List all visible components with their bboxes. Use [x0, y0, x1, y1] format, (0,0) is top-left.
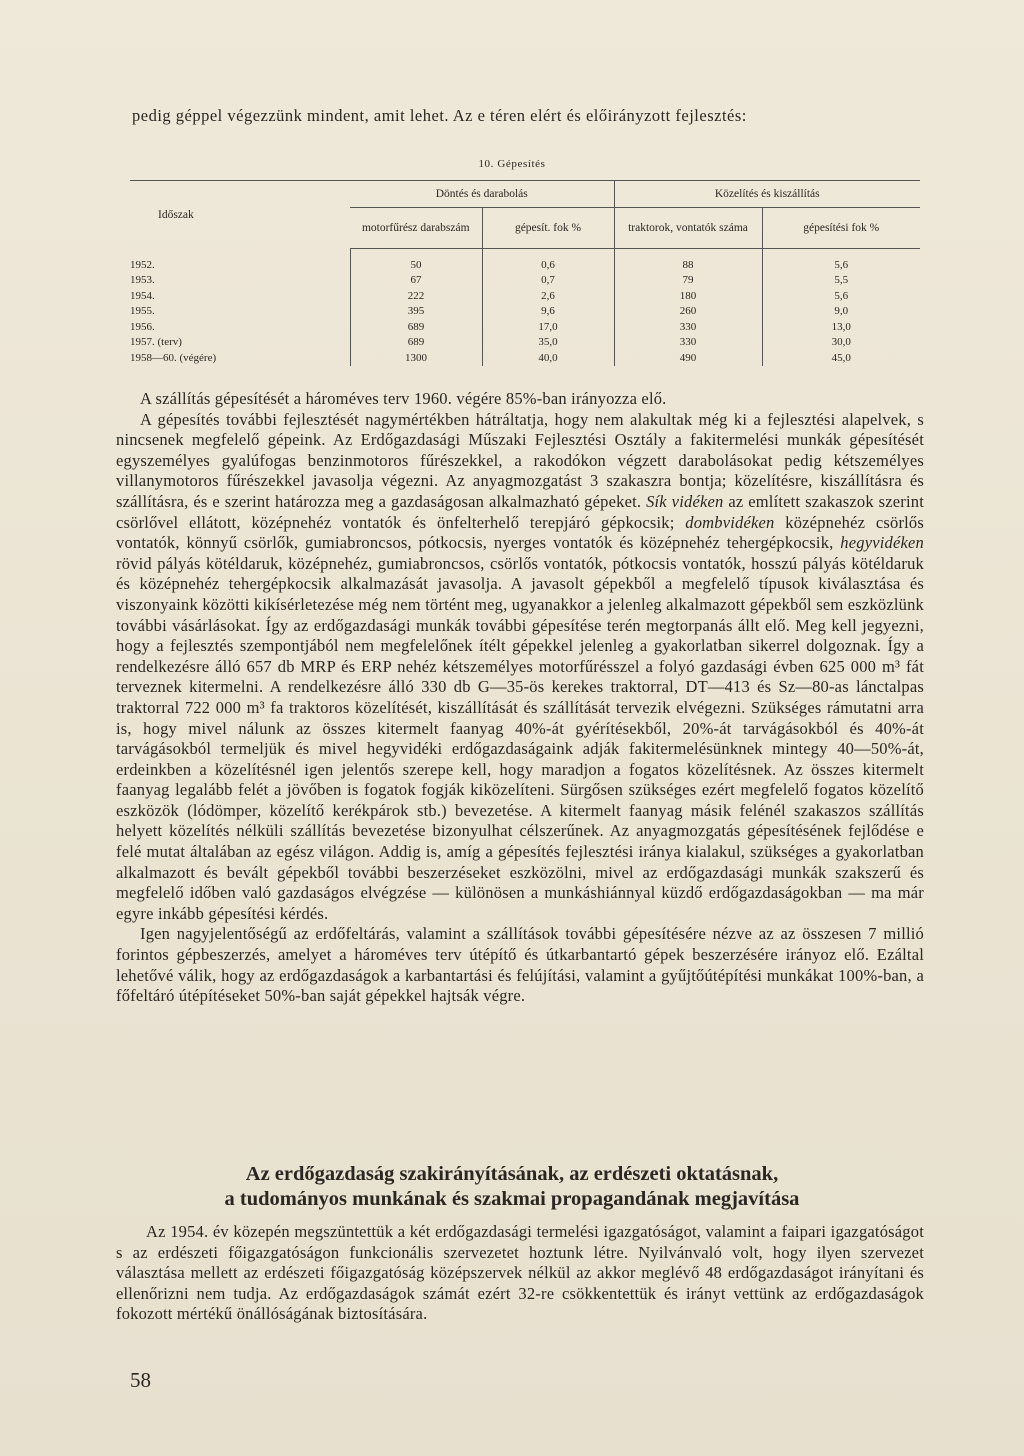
period-cell: 1956. — [130, 320, 155, 333]
saw-count-cell: 67 — [350, 273, 482, 289]
saw-count-cell: 689 — [350, 335, 482, 351]
tractor-count-cell: 330 — [614, 319, 762, 335]
mech-rate-2-cell: 5,6 — [762, 288, 920, 304]
table-row — [130, 273, 920, 289]
table-row — [130, 335, 920, 351]
mech-rate-2-cell: 30,0 — [762, 335, 920, 351]
paragraph-road-building: Igen nagyjelentőségű az erdőfeltárás, valamint a szállítások további gépesítésére nézve az az összesen 7 millió forintos gépbeszerzés, amelyet a hároméves terv útépítő és útkarbantartó gépek beszerzésére irányoz elő. Ezáltal lehetővé válik, hogy az erdőgazdaságok a karbantartási és felújítási, valamint a gyűjtőútépítési munkákat 100%-ban, a főfeltáró útépítéseket 50%-ban saját gépekkel hajtsák végre. — [116, 924, 924, 1006]
mech-rate-1-cell: 9,6 — [482, 304, 614, 320]
table-row — [130, 319, 920, 335]
tractor-count-cell: 88 — [614, 249, 762, 273]
period-cell: 1955. — [130, 305, 155, 318]
mech-rate-2-cell: 45,0 — [762, 350, 920, 366]
period-cell: 1958—60. (végére) — [130, 351, 217, 364]
section-heading-line-2: a tudományos munkának és szakmai propagandának megjavítása — [224, 1188, 800, 1210]
tractor-count-cell: 79 — [614, 273, 762, 289]
table-row — [130, 304, 920, 320]
mech-rate-1-cell: 35,0 — [482, 335, 614, 351]
mech-rate-1-cell: 40,0 — [482, 350, 614, 366]
period-cell: 1953. — [130, 274, 155, 287]
mech-rate-2-cell: 9,0 — [762, 304, 920, 320]
paragraph-reorganization: Az 1954. év közepén megszüntettük a két erdőgazdasági termelési igazgatóságot, valamint a faipari igazgatóságot s az erdészeti főigazgatóságon funkcionális szervezetet hoztunk létre. Nyilvánvaló volt, hogy ilyen szervezet választása mellett az erdészeti főigazgatóság középszervek nélkül az akkor meglévő 48 erdőgazdaságot irányítani és ellenőrizni nem tudja. Az erdőgazdaságok számát ezért 32-re csökkentettük és irányt vettünk az erdőgazdaságok fokozott mértékű önállóságának biztosítására. — [116, 1222, 924, 1324]
mech-rate-2-cell: 5,5 — [762, 273, 920, 289]
page-number: 58 — [130, 1368, 151, 1392]
mech-rate-1-cell: 0,6 — [482, 249, 614, 273]
intro-paragraph: pedig géppel végezzünk mindent, amit lehet. Az e téren elért és előirányzott fejlesztés: — [132, 106, 747, 125]
mech-rate-1-cell: 17,0 — [482, 319, 614, 335]
paragraph-mechanization: A gépesítés további fejlesztését nagymértékben hátráltatja, hogy nem alakultak még ki a fejlesztési alapelvek, s nincsenek megfelelő gépeink. Az Erdőgazdasági Műszaki Fejlesztési Osztály a fakitermelési munkák gépesítését egyszemélyes gyalúfogas benzinmotoros fűrészekkel, a rakodókon végzett darabolásokat pedig kétszemélyes villanymotoros fűrészekkel javasolja végezni. Az anyagmozgatást 3 szakaszra bontja; közelítésre, kiszállításra és szállításra, és e szerint határozza meg a gazdaságosan alkalmazható gépeket. Sík vidéken az említett szakaszok szerint csörlővel ellátott, középnehéz vontatók és önfelterhelő terepjáró gépkocsik; dombvidéken középnehéz csörlős vontatók, könnyű csörlők, gumiabroncsos, pótkocsis, nyerges vontatók és középnehéz tehergépkocsik, hegyvidéken rövid pályás kötéldaruk, középnehéz, gumiabroncsos, csörlős vontatók, pótkocsis vontatók, hosszú pályás kötéldaruk és középnehéz tehergépkocsik alkalmazását javasolja. A javasolt gépekből a megfelelő típusok kiválasztása és viszonyaink közötti kikísérletezése még nem történt meg, ugyanakkor a jelenleg alkalmazott gépekből sem eszközlünk további vásárlásokat. Így az erdőgazdasági munkák további gépesítése terén megtorpanás állt elő. Meg kell jegyezni, hogy a fejlesztés szempontjából nem megfelelőnek ítélt gépekkel jelenleg a gyakorlatban sikerrel dolgoznak. Így a rendelkezésre álló 657 db MRP és ERP nehéz kétszemélyes motorfűrésszel a folyó gazdasági évben 625 000 m³ fát terveznek kitermelni. A rendelkezésre álló 330 db G—35-ös kerekes traktorral, DT—413 és Sz—80-as lánctalpas traktorral 722 000 m³ fa traktoros közelítését, kiszállítását és szállítását tervezik elvégezni. Szükséges rámutatni arra is, hogy mivel nálunk az összes kitermelt faanyag 40%-át gyérítésekből, 20%-át tarvágásokból és 40%-át tarvágásokból termeljük és mivel hegyvidéki erdőgazdaságaink adják fakitermelésünknek mintegy 40—50%-át, erdeinkben a közelítésnél igen jelentős szerepe kell, hogy maradjon a fogatos közelítésnek. Az összes kitermelt faanyag legalább felét a jövőben is fogatok fogják kiközelíteni. Sürgősen szükséges ezért megfelelő fogatos közelítő eszközök (lódömper, közelítő kerékpárok stb.) bevezetése. A kitermelt faanyag másik felénél szakaszos szállítás helyett közelítés nélküli szállítás bevezetése bizonyulhat célszerűnek. Az anyagmozgatás gépesítésének fejlődése e felé mutat általában az egész világon. Addig is, amíg a gépesítés fejlesztési iránya kialakul, szükséges a gyakorlatban alkalmazott és bevált gépekből további beszerzéseket eszközölni, mivel az erdőgazdasági munkák szakszerű és megfelelő időben való gazdaságos elvégzése — különösen a munkáshiánnyal küzdő erdőgazdaságokban — ma már egyre inkább gépesítési kérdés. — [116, 409, 925, 923]
mech-rate-2-cell: 13,0 — [762, 319, 920, 335]
col-header-mech-rate-2: gépesítési fok % — [762, 208, 920, 249]
tractor-count-cell: 330 — [614, 335, 762, 351]
mech-rate-2-cell: 5,6 — [762, 249, 920, 273]
saw-count-cell: 395 — [350, 304, 482, 320]
section-body-text — [116, 1222, 924, 1325]
tractor-count-cell: 490 — [614, 350, 762, 366]
mechanization-table — [130, 180, 920, 366]
group-header-cutting: Döntés és darabolás — [350, 181, 614, 208]
mech-rate-1-cell: 0,7 — [482, 273, 614, 289]
main-body-text — [116, 389, 924, 1007]
col-header-saw-count: motorfűrész darabszám — [350, 208, 482, 249]
table-title: 10. Gépesítés — [478, 158, 546, 170]
period-cell: 1954. — [130, 289, 155, 302]
table-row — [130, 249, 920, 273]
group-header-skidding: Közelítés és kiszállítás — [614, 181, 920, 208]
col-header-tractor-count: traktorok, vontatók száma — [614, 208, 762, 249]
section-heading-line-1: Az erdőgazdaság szakirányításának, az erdészeti oktatásnak, — [245, 1163, 779, 1185]
col-header-mech-rate-1: gépesít. fok % — [482, 208, 614, 249]
tractor-count-cell: 180 — [614, 288, 762, 304]
table-row — [130, 350, 920, 366]
period-cell: 1952. — [130, 258, 155, 271]
saw-count-cell: 50 — [350, 249, 482, 273]
mech-rate-1-cell: 2,6 — [482, 288, 614, 304]
saw-count-cell: 689 — [350, 319, 482, 335]
period-cell: 1957. (terv) — [130, 336, 182, 349]
tractor-count-cell: 260 — [614, 304, 762, 320]
section-heading — [0, 1162, 1024, 1212]
col-header-period: Időszak — [130, 181, 350, 249]
table-row — [130, 288, 920, 304]
paragraph-transport: A szállítás gépesítését a hároméves terv 1960. végére 85%-ban irányozza elő. — [140, 389, 667, 408]
saw-count-cell: 222 — [350, 288, 482, 304]
saw-count-cell: 1300 — [350, 350, 482, 366]
